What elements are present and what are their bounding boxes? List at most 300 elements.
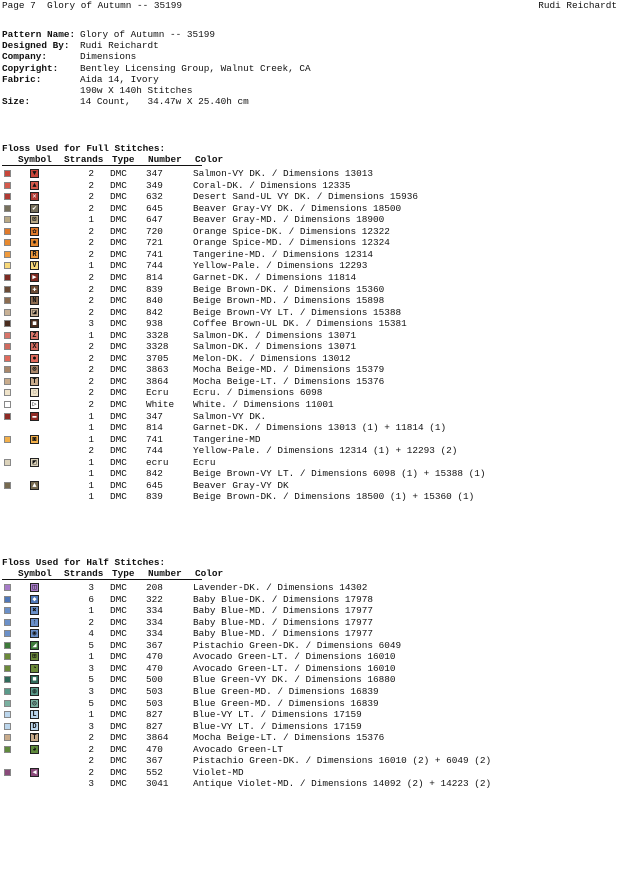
floss-type: DMC bbox=[110, 582, 127, 593]
info-row bbox=[2, 96, 311, 107]
floss-type: DMC bbox=[110, 387, 127, 399]
info-key: Copyright: bbox=[2, 62, 59, 74]
floss-strands: 5 bbox=[88, 674, 94, 686]
color-swatch bbox=[4, 711, 11, 718]
floss-number: 721 bbox=[146, 237, 163, 249]
floss-strands: 2 bbox=[88, 732, 94, 744]
floss-description: Blue Green-VY DK. / Dimensions 16880 bbox=[193, 674, 396, 686]
floss-strands: 3 bbox=[88, 582, 94, 593]
stitch-symbol: ✿ bbox=[30, 227, 39, 236]
floss-description: Pistachio Green-DK. / Dimensions 16010 (2) + 6049 (2) bbox=[193, 755, 492, 767]
color-swatch bbox=[4, 228, 11, 235]
info-key: Size: bbox=[2, 96, 31, 108]
page-header-left: Page 7 Glory of Autumn -- 35199 bbox=[2, 0, 183, 11]
column-header-number: Number bbox=[148, 154, 182, 165]
floss-number: 3705 bbox=[146, 352, 169, 364]
floss-strands: 1 bbox=[88, 491, 94, 503]
floss-type: DMC bbox=[110, 283, 127, 295]
floss-row bbox=[0, 434, 560, 446]
floss-number: 647 bbox=[146, 214, 163, 226]
floss-strands: 2 bbox=[88, 306, 94, 318]
floss-row bbox=[0, 594, 560, 606]
floss-strands: 1 bbox=[88, 479, 94, 491]
floss-type: DMC bbox=[110, 605, 127, 617]
color-swatch bbox=[4, 596, 11, 603]
floss-number: 470 bbox=[146, 662, 163, 674]
color-swatch bbox=[4, 769, 11, 776]
floss-description: Garnet-DK. / Dimensions 13013 (1) + 11814 (1) bbox=[193, 422, 447, 434]
floss-description: Avocado Green-LT. / Dimensions 16010 bbox=[193, 651, 396, 663]
color-swatch bbox=[4, 746, 11, 753]
floss-description: Beige Brown-VY LT. / Dimensions 15388 bbox=[193, 306, 402, 318]
floss-description: Tangerine-MD bbox=[193, 433, 261, 445]
floss-row bbox=[0, 237, 560, 249]
floss-strands: 5 bbox=[88, 697, 94, 709]
floss-description: Tangerine-MD. / Dimensions 12314 bbox=[193, 248, 374, 260]
full-stitches-title: Floss Used for Full Stitches: bbox=[2, 143, 166, 154]
info-row bbox=[2, 74, 311, 85]
full-header-rule bbox=[2, 165, 202, 166]
floss-number: 3863 bbox=[146, 364, 169, 376]
floss-strands: 2 bbox=[88, 202, 94, 214]
floss-number: 3864 bbox=[146, 375, 169, 387]
floss-row bbox=[0, 376, 560, 388]
stitch-symbol: ◆ bbox=[30, 595, 39, 604]
color-swatch bbox=[4, 332, 11, 339]
floss-description: Ecru bbox=[193, 456, 216, 468]
floss-row bbox=[0, 755, 560, 767]
floss-number: 552 bbox=[146, 766, 163, 778]
floss-number: 367 bbox=[146, 755, 163, 767]
floss-number: 334 bbox=[146, 616, 163, 628]
floss-strands: 6 bbox=[88, 593, 94, 605]
floss-description: White. / Dimensions 11001 bbox=[193, 399, 334, 410]
floss-type: DMC bbox=[110, 778, 127, 790]
stitch-symbol: ◢ bbox=[30, 641, 39, 650]
color-swatch bbox=[4, 286, 11, 293]
floss-row bbox=[0, 387, 560, 399]
floss-description: Ecru. / Dimensions 6098 bbox=[193, 387, 323, 399]
floss-number: 744 bbox=[146, 445, 163, 457]
page-header bbox=[2, 0, 617, 12]
floss-number: 500 bbox=[146, 674, 163, 686]
floss-description: Beaver Gray-VY DK. / Dimensions 18500 bbox=[193, 202, 402, 214]
color-swatch bbox=[4, 239, 11, 246]
floss-row bbox=[0, 468, 560, 480]
stitch-symbol: ⊞ bbox=[30, 652, 39, 661]
floss-row bbox=[0, 457, 560, 469]
color-swatch bbox=[4, 688, 11, 695]
floss-strands: 3 bbox=[88, 720, 94, 732]
floss-number: 347 bbox=[146, 410, 163, 422]
stitch-symbol: ▼ bbox=[30, 169, 39, 178]
floss-strands: 1 bbox=[88, 468, 94, 480]
floss-row bbox=[0, 399, 560, 411]
floss-strands: 3 bbox=[88, 778, 94, 790]
stitch-symbol: ◍ bbox=[30, 687, 39, 696]
floss-type: DMC bbox=[110, 685, 127, 697]
info-key: Pattern Name: bbox=[2, 29, 76, 40]
floss-strands: 2 bbox=[88, 352, 94, 364]
floss-strands: 1 bbox=[88, 433, 94, 445]
floss-row bbox=[0, 284, 560, 296]
floss-strands: 1 bbox=[88, 260, 94, 272]
floss-description: Salmon-VY DK. bbox=[193, 410, 267, 422]
floss-number: 503 bbox=[146, 685, 163, 697]
floss-description: Yellow-Pale. / Dimensions 12293 bbox=[193, 260, 368, 272]
stitch-symbol: ■ bbox=[30, 675, 39, 684]
floss-description: Garnet-DK. / Dimensions 11814 bbox=[193, 271, 357, 283]
color-swatch bbox=[4, 216, 11, 223]
floss-row bbox=[0, 226, 560, 238]
color-swatch bbox=[4, 734, 11, 741]
floss-description: Pistachio Green-DK. / Dimensions 6049 bbox=[193, 639, 402, 651]
floss-strands: 4 bbox=[88, 628, 94, 640]
info-key: Designed By: bbox=[2, 40, 70, 52]
floss-description: Avocado Green-LT. / Dimensions 16010 bbox=[193, 662, 396, 674]
floss-row bbox=[0, 341, 560, 353]
floss-type: DMC bbox=[110, 202, 127, 214]
floss-type: DMC bbox=[110, 616, 127, 628]
stitch-symbol: ▲ bbox=[30, 181, 39, 190]
stitch-symbol: L bbox=[30, 710, 39, 719]
stitch-symbol: ◼ bbox=[30, 319, 39, 328]
floss-row bbox=[0, 663, 560, 675]
floss-number: 839 bbox=[146, 283, 163, 295]
floss-number: 208 bbox=[146, 582, 163, 593]
info-value: Aida 14, Ivory bbox=[80, 73, 159, 85]
floss-number: 827 bbox=[146, 720, 163, 732]
floss-number: White bbox=[146, 399, 175, 410]
stitch-symbol: X bbox=[30, 342, 39, 351]
floss-type: DMC bbox=[110, 399, 127, 410]
floss-description: Violet-MD bbox=[193, 766, 244, 778]
stitch-symbol: ◀ bbox=[30, 768, 39, 777]
floss-number: 347 bbox=[146, 168, 163, 179]
floss-description: Melon-DK. / Dimensions 13012 bbox=[193, 352, 351, 364]
column-header-type: Type bbox=[112, 568, 135, 579]
floss-number: 814 bbox=[146, 271, 163, 283]
color-swatch bbox=[4, 676, 11, 683]
floss-type: DMC bbox=[110, 352, 127, 364]
floss-strands: 1 bbox=[88, 605, 94, 617]
floss-strands: 2 bbox=[88, 375, 94, 387]
floss-type: DMC bbox=[110, 639, 127, 651]
floss-number: 470 bbox=[146, 743, 163, 755]
color-swatch bbox=[4, 413, 11, 420]
floss-strands: 1 bbox=[88, 329, 94, 341]
column-header-symbol: Symbol bbox=[18, 568, 52, 579]
stitch-symbol: ⊠ bbox=[30, 215, 39, 224]
color-swatch bbox=[4, 262, 11, 269]
floss-type: DMC bbox=[110, 456, 127, 468]
floss-description: Blue Green-MD. / Dimensions 16839 bbox=[193, 697, 379, 709]
column-header-strands: Strands bbox=[64, 568, 104, 579]
floss-type: DMC bbox=[110, 445, 127, 457]
floss-type: DMC bbox=[110, 491, 127, 503]
floss-strands: 2 bbox=[88, 364, 94, 376]
floss-row bbox=[0, 721, 560, 733]
color-swatch bbox=[4, 584, 11, 591]
floss-description: Salmon-VY DK. / Dimensions 13013 bbox=[193, 168, 374, 179]
floss-row bbox=[0, 709, 560, 721]
floss-description: Beige Brown-DK. / Dimensions 18500 (1) + 15360 (1) bbox=[193, 491, 475, 503]
info-value: 14 Count, 34.47w X 25.40h cm bbox=[80, 96, 249, 108]
floss-description: Orange Spice-MD. / Dimensions 12324 bbox=[193, 237, 390, 249]
color-swatch bbox=[4, 401, 11, 408]
info-value: 190w X 140h Stitches bbox=[80, 84, 193, 96]
floss-number: 741 bbox=[146, 433, 163, 445]
stitch-symbol: ◩ bbox=[30, 458, 39, 467]
color-swatch bbox=[4, 193, 11, 200]
stitch-symbol: ▬ bbox=[30, 412, 39, 421]
floss-row bbox=[0, 674, 560, 686]
floss-description: Salmon-DK. / Dimensions 13071 bbox=[193, 341, 357, 353]
floss-strands: 2 bbox=[88, 341, 94, 353]
floss-number: 322 bbox=[146, 593, 163, 605]
floss-row bbox=[0, 480, 560, 492]
stitch-symbol: ✚ bbox=[30, 285, 39, 294]
stitch-symbol: N bbox=[30, 296, 39, 305]
floss-type: DMC bbox=[110, 720, 127, 732]
floss-number: 938 bbox=[146, 318, 163, 330]
floss-number: 3328 bbox=[146, 341, 169, 353]
floss-strands: 1 bbox=[88, 456, 94, 468]
floss-strands: 2 bbox=[88, 743, 94, 755]
floss-type: DMC bbox=[110, 318, 127, 330]
floss-type: DMC bbox=[110, 651, 127, 663]
info-key: Company: bbox=[2, 51, 48, 63]
floss-strands: 5 bbox=[88, 639, 94, 651]
floss-number: 503 bbox=[146, 697, 163, 709]
floss-description: Antique Violet-MD. / Dimensions 14092 (2) + 14223 (2) bbox=[193, 778, 492, 790]
floss-row bbox=[0, 445, 560, 457]
stitch-symbol: ⊗ bbox=[30, 365, 39, 374]
floss-type: DMC bbox=[110, 306, 127, 318]
floss-number: 367 bbox=[146, 639, 163, 651]
floss-description: Coffee Brown-UL DK. / Dimensions 15381 bbox=[193, 318, 407, 330]
color-swatch bbox=[4, 653, 11, 660]
floss-number: 3864 bbox=[146, 732, 169, 744]
floss-type: DMC bbox=[110, 341, 127, 353]
floss-type: DMC bbox=[110, 225, 127, 237]
floss-description: Baby Blue-DK. / Dimensions 17978 bbox=[193, 593, 374, 605]
stitch-symbol: D bbox=[30, 722, 39, 731]
floss-row bbox=[0, 491, 560, 503]
color-swatch bbox=[4, 700, 11, 707]
stitch-symbol: T bbox=[30, 377, 39, 386]
floss-row bbox=[0, 422, 560, 434]
floss-number: 840 bbox=[146, 295, 163, 307]
floss-description: Mocha Beige-LT. / Dimensions 15376 bbox=[193, 375, 385, 387]
info-value: Dimensions bbox=[80, 51, 137, 63]
floss-number: 741 bbox=[146, 248, 163, 260]
floss-description: Mocha Beige-LT. / Dimensions 15376 bbox=[193, 732, 385, 744]
stitch-symbol: ● bbox=[30, 354, 39, 363]
floss-type: DMC bbox=[110, 214, 127, 226]
floss-strands: 1 bbox=[88, 422, 94, 434]
floss-number: 349 bbox=[146, 179, 163, 191]
floss-type: DMC bbox=[110, 179, 127, 191]
stitch-symbol: R bbox=[30, 250, 39, 259]
color-swatch bbox=[4, 607, 11, 614]
stitch-symbol: ✔ bbox=[30, 204, 39, 213]
info-row bbox=[2, 29, 311, 40]
info-row bbox=[2, 85, 311, 96]
stitch-symbol: ◙ bbox=[30, 435, 39, 444]
floss-strands: 2 bbox=[88, 616, 94, 628]
stitch-symbol: ▶ bbox=[30, 273, 39, 282]
stitch-symbol: ↑ bbox=[30, 618, 39, 627]
floss-strands: 2 bbox=[88, 179, 94, 191]
page-header-right: Rudi Reichardt bbox=[538, 0, 617, 11]
floss-strands: 2 bbox=[88, 399, 94, 410]
floss-row bbox=[0, 605, 560, 617]
floss-row bbox=[0, 411, 560, 423]
half-column-headers bbox=[2, 568, 242, 579]
stitch-symbol: ◪ bbox=[30, 308, 39, 317]
floss-description: Beige Brown-VY LT. / Dimensions 6098 (1) + 15388 (1) bbox=[193, 468, 486, 480]
floss-row bbox=[0, 272, 560, 284]
stitch-symbol: ◫ bbox=[30, 583, 39, 592]
floss-strands: 2 bbox=[88, 387, 94, 399]
floss-type: DMC bbox=[110, 755, 127, 767]
floss-description: Blue-VY LT. / Dimensions 17159 bbox=[193, 720, 362, 732]
color-swatch bbox=[4, 630, 11, 637]
floss-description: Beaver Gray-VY DK bbox=[193, 479, 289, 491]
floss-description: Baby Blue-MD. / Dimensions 17977 bbox=[193, 628, 374, 640]
floss-type: DMC bbox=[110, 662, 127, 674]
floss-row bbox=[0, 260, 560, 272]
floss-row bbox=[0, 640, 560, 652]
color-swatch bbox=[4, 459, 11, 466]
floss-type: DMC bbox=[110, 168, 127, 179]
color-swatch bbox=[4, 274, 11, 281]
floss-type: DMC bbox=[110, 375, 127, 387]
floss-type: DMC bbox=[110, 743, 127, 755]
half-stitches-title: Floss Used for Half Stitches: bbox=[2, 557, 166, 568]
floss-description: Lavender-DK. / Dimensions 14302 bbox=[193, 582, 368, 593]
floss-row bbox=[0, 617, 560, 629]
floss-type: DMC bbox=[110, 628, 127, 640]
pattern-info bbox=[2, 29, 311, 107]
floss-number: 645 bbox=[146, 202, 163, 214]
floss-type: DMC bbox=[110, 295, 127, 307]
floss-type: DMC bbox=[110, 410, 127, 422]
floss-strands: 2 bbox=[88, 168, 94, 179]
floss-row bbox=[0, 318, 560, 330]
floss-row bbox=[0, 307, 560, 319]
floss-description: Baby Blue-MD. / Dimensions 17977 bbox=[193, 605, 374, 617]
color-swatch bbox=[4, 355, 11, 362]
color-swatch bbox=[4, 723, 11, 730]
floss-strands: 3 bbox=[88, 662, 94, 674]
stitch-symbol: ▲ bbox=[30, 481, 39, 490]
floss-strands: 2 bbox=[88, 295, 94, 307]
color-swatch bbox=[4, 182, 11, 189]
floss-type: DMC bbox=[110, 479, 127, 491]
floss-type: DMC bbox=[110, 709, 127, 721]
floss-number: 814 bbox=[146, 422, 163, 434]
floss-type: DMC bbox=[110, 260, 127, 272]
info-row bbox=[2, 63, 311, 74]
stitch-symbol: ◔ bbox=[30, 664, 39, 673]
floss-type: DMC bbox=[110, 433, 127, 445]
full-column-headers bbox=[2, 154, 242, 165]
color-swatch bbox=[4, 297, 11, 304]
floss-row bbox=[0, 249, 560, 261]
floss-strands: 1 bbox=[88, 651, 94, 663]
floss-number: 720 bbox=[146, 225, 163, 237]
floss-description: Beaver Gray-MD. / Dimensions 18900 bbox=[193, 214, 385, 226]
floss-number: 334 bbox=[146, 605, 163, 617]
color-swatch bbox=[4, 170, 11, 177]
floss-description: Salmon-DK. / Dimensions 13071 bbox=[193, 329, 357, 341]
color-swatch bbox=[4, 665, 11, 672]
floss-strands: 2 bbox=[88, 191, 94, 203]
floss-description: Beige Brown-DK. / Dimensions 15360 bbox=[193, 283, 385, 295]
info-row bbox=[2, 51, 311, 62]
floss-number: 3041 bbox=[146, 778, 169, 790]
floss-number: 842 bbox=[146, 468, 163, 480]
floss-row bbox=[0, 214, 560, 226]
floss-number: ecru bbox=[146, 456, 169, 468]
stitch-symbol: ◕ bbox=[30, 745, 39, 754]
floss-row bbox=[0, 364, 560, 376]
floss-type: DMC bbox=[110, 674, 127, 686]
floss-number: 334 bbox=[146, 628, 163, 640]
floss-type: DMC bbox=[110, 248, 127, 260]
stitch-symbol: ✕ bbox=[30, 192, 39, 201]
info-value: Glory of Autumn -- 35199 bbox=[80, 29, 216, 40]
floss-row bbox=[0, 353, 560, 365]
floss-number: 632 bbox=[146, 191, 163, 203]
floss-row bbox=[0, 767, 560, 779]
stitch-symbol: ◌ bbox=[30, 388, 39, 397]
floss-type: DMC bbox=[110, 364, 127, 376]
half-header-rule bbox=[2, 579, 202, 580]
floss-type: DMC bbox=[110, 697, 127, 709]
column-header-number: Number bbox=[148, 568, 182, 579]
stitch-symbol: ◉ bbox=[30, 629, 39, 638]
floss-description: Baby Blue-MD. / Dimensions 17977 bbox=[193, 616, 374, 628]
floss-row bbox=[0, 295, 560, 307]
floss-strands: 2 bbox=[88, 237, 94, 249]
floss-row bbox=[0, 180, 560, 192]
floss-row bbox=[0, 686, 560, 698]
color-swatch bbox=[4, 482, 11, 489]
floss-type: DMC bbox=[110, 732, 127, 744]
floss-row bbox=[0, 203, 560, 215]
stitch-symbol: V bbox=[30, 261, 39, 270]
column-header-type: Type bbox=[112, 154, 135, 165]
floss-row bbox=[0, 168, 560, 180]
color-swatch bbox=[4, 378, 11, 385]
stitch-symbol: ✸ bbox=[30, 238, 39, 247]
floss-strands: 2 bbox=[88, 755, 94, 767]
stitch-symbol: ◎ bbox=[30, 699, 39, 708]
floss-strands: 1 bbox=[88, 709, 94, 721]
color-swatch bbox=[4, 205, 11, 212]
floss-number: 827 bbox=[146, 709, 163, 721]
floss-description: Desert Sand-UL VY DK. / Dimensions 15936 bbox=[193, 191, 419, 203]
color-swatch bbox=[4, 320, 11, 327]
color-swatch bbox=[4, 389, 11, 396]
floss-row bbox=[0, 732, 560, 744]
floss-number: 842 bbox=[146, 306, 163, 318]
info-value: Bentley Licensing Group, Walnut Creek, CA bbox=[80, 62, 311, 74]
floss-row bbox=[0, 698, 560, 710]
